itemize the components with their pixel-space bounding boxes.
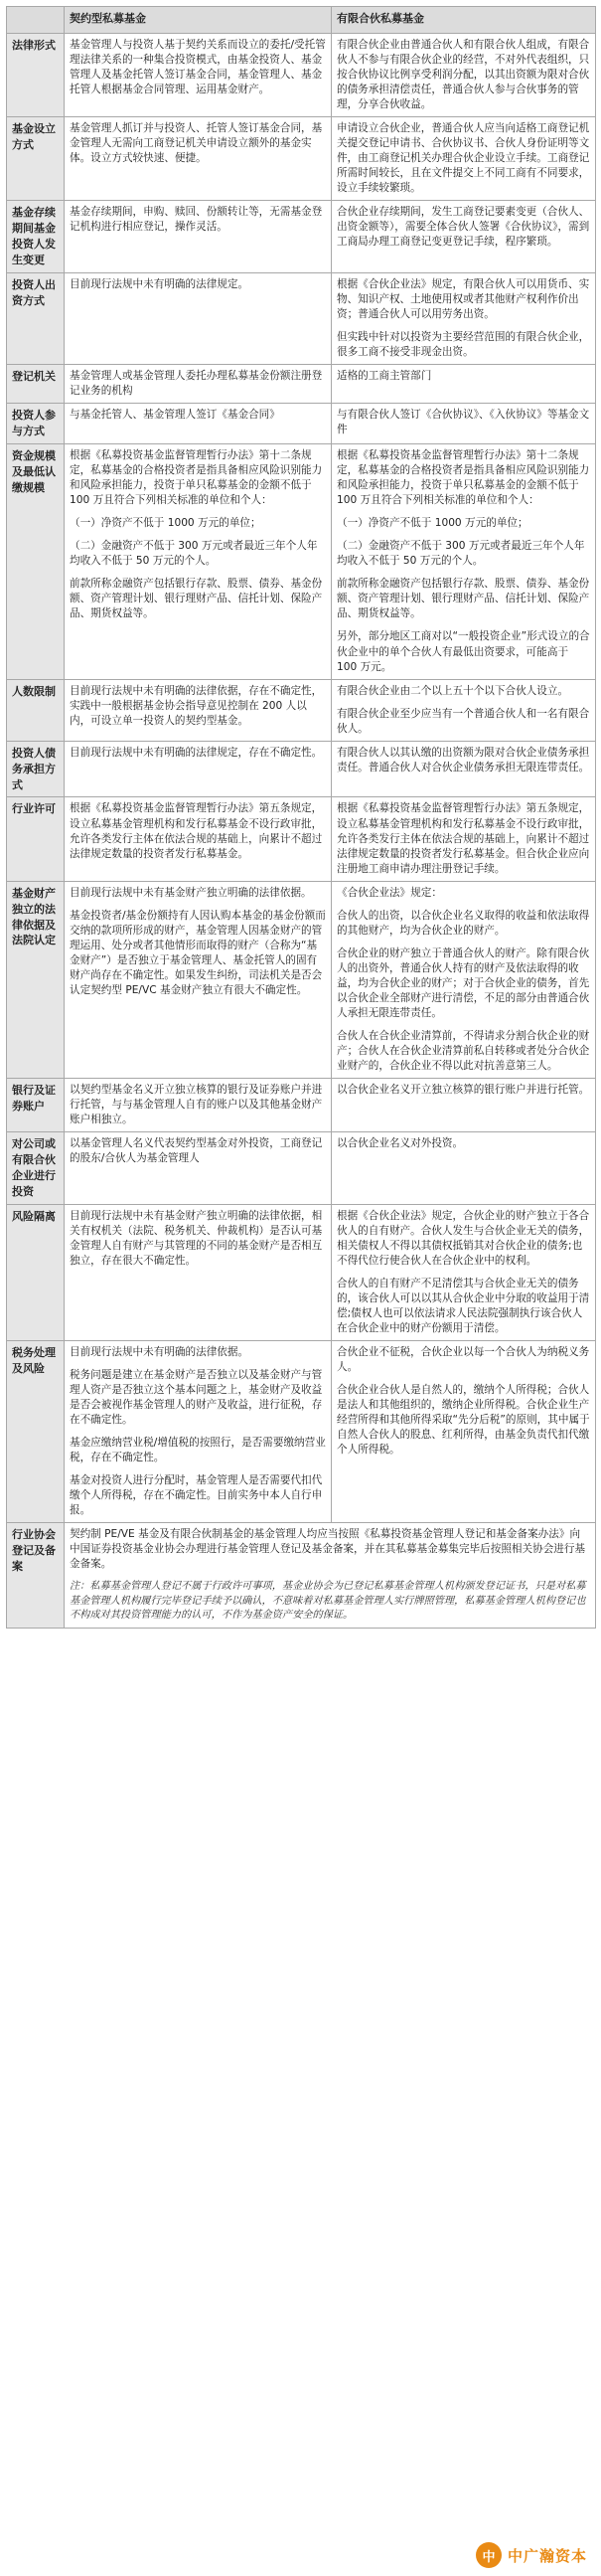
comparison-table bbox=[6, 6, 596, 1629]
table-row-participation bbox=[7, 404, 596, 444]
cell-paragraph: 与基金托管人、基金管理人签订《基金合同》 bbox=[70, 409, 280, 422]
partnership-fund-cell bbox=[332, 1132, 596, 1205]
partnership-fund-cell bbox=[332, 117, 596, 201]
cell-paragraph: 与有限合伙人签订《合伙协议》、《入伙协议》等基金文件 bbox=[337, 409, 590, 436]
partnership-fund-cell bbox=[332, 741, 596, 797]
partnership-fund-cell bbox=[332, 679, 596, 741]
cell-paragraph: 有限合伙企业由二个以上五十个以下合伙人设立。 bbox=[337, 684, 569, 697]
cell-paragraph: 根据《私募投资基金监督管理暂行办法》第十二条规定，私募基金的合格投资者是指具备相应风险识别能力和风险承担能力，投资于单只私募基金的金额不低于 100 万且符合下列相关标准的单位和个人： bbox=[70, 449, 323, 507]
header-row bbox=[7, 7, 596, 34]
contract-fund-cell bbox=[65, 404, 332, 444]
cell-paragraph: 有限合伙企业由普通合伙人和有限合伙人组成，有限合伙人不参与有限合伙企业的经营，不对外代表组织，只按合伙协议比例享受利润分配，以其出资额为限对合伙的债务承担清偿责任，普通合伙人参与合伙事务的管理，分享合伙收益。 bbox=[337, 39, 590, 111]
partnership-fund-cell bbox=[332, 34, 596, 117]
partnership-fund-cell bbox=[332, 404, 596, 444]
row-label: 基金设立方式 bbox=[7, 117, 65, 201]
table-row-registry bbox=[7, 365, 596, 404]
cell-paragraph: 申请设立合伙企业，普通合伙人应当向适格工商登记机关提交登记申请书、合伙协议书、合伙人身份证明等文件，由工商登记机关办理合伙企业设立手续。工商登记所需时间较长，且在文件提交上不同工商有不同要求，设立手续较繁琐。 bbox=[337, 122, 590, 195]
cell-paragraph: 基金存续期间，申购、赎回、份额转让等，无需基金登记机构进行相应登记，操作灵活。 bbox=[70, 206, 323, 234]
cell-paragraph: 基金对投资人进行分配时，基金管理人是否需要代扣代缴个人所得税，存在不确定性。目前实务中本人自行申报。 bbox=[70, 1474, 323, 1517]
merged-cell bbox=[65, 1523, 596, 1629]
table-row-capital-form bbox=[7, 273, 596, 365]
cell-paragraph: 基金管理人与投资人基于契约关系而设立的委托/受托管理法律关系的一种集合投资模式，由基金投资人、基金管理人及基金托管人签订基金合同，基金管理人、基金托管人根据基金合同管理、运用基金财产。 bbox=[70, 39, 326, 96]
row-label: 行业许可 bbox=[7, 797, 65, 881]
partnership-fund-cell bbox=[332, 444, 596, 679]
cell-paragraph: 目前现行法规中未有明确的法律依据，存在不确定性，实践中一般根据基金协会指导意见控制在 200 人以内，可设立单一投资人的契约型基金。 bbox=[70, 684, 323, 727]
table-row-external bbox=[7, 1132, 596, 1205]
row-label: 资金规模及最低认缴规模 bbox=[7, 444, 65, 679]
table-row-assets bbox=[7, 881, 596, 1078]
row-label: 法律形式 bbox=[7, 34, 65, 117]
table-row-liability bbox=[7, 741, 596, 797]
cell-paragraph: 根据《私募投资基金监督管理暂行办法》第五条规定，设立私募基金管理机构和发行私募基金不设行政审批，允许各类发行主体在依法合规的基础上，向累计不超过法律规定数量的投资者发行私募基金。 bbox=[70, 802, 323, 860]
cell-paragraph: 以合伙企业名义对外投资。 bbox=[337, 1137, 464, 1150]
cell-paragraph: 但实践中针对以投资为主要经营范围的有限合伙企业，很多工商不接受非现金出资。 bbox=[337, 331, 590, 359]
table-row-bank-account bbox=[7, 1078, 596, 1131]
header-empty bbox=[7, 7, 65, 34]
contract-fund-cell bbox=[65, 365, 332, 404]
cell-paragraph: 目前现行法规中未有基金财产独立明确的法律依据。 bbox=[70, 886, 312, 899]
brand-mark-icon: 中 bbox=[476, 2542, 502, 2568]
cell-paragraph: （二）金融资产不低于 300 万元或者最近三年个人年均收入不低于 50 万元的个人。 bbox=[337, 540, 585, 568]
cell-paragraph: 目前现行法规中未有基金财产独立明确的法律依据，相关有权机关（法院、税务机关、仲裁机构）是否认可基金管理人自有财产与其管理的不同的基金财产是否相互独立，存在很大不确定性。 bbox=[70, 1209, 323, 1267]
brand-name: 中广瀚资本 bbox=[507, 2546, 587, 2565]
contract-fund-cell bbox=[65, 34, 332, 117]
cell-paragraph: 以基金管理人名义代表契约型基金对外投资，工商登记的股东/合伙人为基金管理人 bbox=[70, 1137, 323, 1165]
cell-paragraph: 合伙人在合伙企业清算前，不得请求分割合伙企业的财产；合伙人在合伙企业清算前私自转移或者处分合伙企业财产的，合伙企业不得以此对抗善意第三人。 bbox=[337, 1029, 590, 1072]
contract-fund-cell bbox=[65, 201, 332, 273]
contract-fund-cell bbox=[65, 273, 332, 365]
row-label: 投资人出资方式 bbox=[7, 273, 65, 365]
row-label: 行业协会登记及备案 bbox=[7, 1523, 65, 1629]
cell-paragraph: 目前现行法规中未有明确的法律规定，存在不确定性。 bbox=[70, 746, 323, 759]
partnership-fund-cell bbox=[332, 201, 596, 273]
cell-paragraph: 合伙企业的财产独立于普通合伙人的财产。除有限合伙人的出资外，普通合伙人持有的财产及依法取得的收益，均为合伙企业的财产；对于合伙企业的债务，首先以合伙企业全部财产进行清偿，不足的部分由普通合伙人承担无限连带责任。 bbox=[337, 946, 590, 1019]
row-label: 基金财产独立的法律依据及法院认定 bbox=[7, 881, 65, 1078]
table-body bbox=[7, 34, 596, 1629]
table-row-duration bbox=[7, 201, 596, 273]
row-label: 对公司或有限合伙企业进行投资 bbox=[7, 1132, 65, 1205]
partnership-fund-cell bbox=[332, 881, 596, 1078]
row-label: 投资人参与方式 bbox=[7, 404, 65, 444]
partnership-fund-cell bbox=[332, 273, 596, 365]
table-row-qualified bbox=[7, 444, 596, 679]
registration-note: 注：私募基金管理人登记不属于行政许可事项，基金业协会为已登记私募基金管理人机构颁发登记证书，只是对私募基金管理人机构履行完毕登记手续予以确认，不意味着对私募基金管理人实行牌照管理，私募基金管理人机构登记也不构成对其投资管理能力的认可，不作为基金资产安全的保证。 bbox=[70, 1581, 586, 1622]
cell-paragraph: 前款所称金融资产包括银行存款、股票、债券、基金份额、资产管理计划、银行理财产品、信托计划、保险产品、期货权益等。 bbox=[70, 578, 323, 620]
header-contract-fund: 契约型私募基金 bbox=[65, 7, 332, 34]
cell-paragraph: 根据《私募投资基金监督管理暂行办法》第十二条规定，私募基金的合格投资者是指具备相应风险识别能力和风险承担能力，投资于单只私募基金的金额不低于 100 万且符合下列相关标准的单位和个人： bbox=[337, 449, 590, 507]
cell-paragraph: 适格的工商主管部门 bbox=[337, 370, 432, 383]
table-row-tax bbox=[7, 1341, 596, 1523]
table-row-license bbox=[7, 797, 596, 881]
contract-fund-cell bbox=[65, 679, 332, 741]
partnership-fund-cell bbox=[332, 1204, 596, 1340]
partnership-fund-cell bbox=[332, 797, 596, 881]
cell-paragraph: （二）金融资产不低于 300 万元或者最近三年个人年均收入不低于 50 万元的个人。 bbox=[70, 540, 318, 568]
row-label: 基金存续期间基金投资人发生变更 bbox=[7, 201, 65, 273]
row-label: 银行及证券账户 bbox=[7, 1078, 65, 1131]
cell-paragraph: 合伙人的出资，以合伙企业名义取得的收益和依法取得的其他财产，均为合伙企业的财产。 bbox=[337, 909, 590, 937]
registration-text: 契约制 PE/VE 基金及有限合伙制基金的基金管理人均应当按照《私募投资基金管理人登记和基金备案办法》向中国证券投资基金业协会办理进行基金管理人登记及基金备案，并在其私募基金募集完毕后按照相关协会进行基金备案。 bbox=[70, 1528, 586, 1571]
cell-paragraph: 有限合伙人以其认缴的出资额为限对合伙企业债务承担责任。普通合伙人对合伙企业债务承担无限连带责任。 bbox=[337, 746, 590, 773]
table-row-headcount bbox=[7, 679, 596, 741]
cell-paragraph: 目前现行法规中未有明确的法律规定。 bbox=[70, 278, 249, 291]
cell-paragraph: 以合伙企业名义开立独立核算的银行账户并进行托管。 bbox=[337, 1083, 590, 1096]
cell-paragraph: 基金应缴纳营业税/增值税的按照行，是否需要缴纳营业税，存在不确定性。 bbox=[70, 1437, 326, 1464]
cell-paragraph: 以契约型基金名义开立独立核算的银行及证券账户并进行托管，与与基金管理人自有的账户以及其他基金财产账户相独立。 bbox=[70, 1083, 323, 1126]
row-label: 投资人债务承担方式 bbox=[7, 741, 65, 797]
contract-fund-cell bbox=[65, 741, 332, 797]
cell-paragraph: 基金管理人抓订并与投资人、托管人签订基金合同，基金管理人无需向工商登记机关申请设立额外的基金实体。设立方式较快速、便捷。 bbox=[70, 122, 323, 165]
contract-fund-cell bbox=[65, 1204, 332, 1340]
cell-paragraph: 《合伙企业法》规定： bbox=[337, 886, 442, 899]
cell-paragraph: 合伙企业合伙人是自然人的，缴纳个人所得税；合伙人是法人和其他组织的，缴纳企业所得税。合伙企业生产经营所得和其他所得采取“先分后税”的原则，其中属于自然人合伙人的股息、红利所得，由基金负责代扣代缴个人所得税。 bbox=[337, 1384, 590, 1457]
cell-paragraph: 另外，部分地区工商对以“一般投资企业”形式设立的合伙企业中的单个合伙人有最低出资要求，可能高于 100 万元。 bbox=[337, 630, 590, 673]
contract-fund-cell bbox=[65, 881, 332, 1078]
cell-paragraph: 合伙企业存续期间，发生工商登记要素变更（合伙人、出资金额等），需要全体合伙人签署《合伙协议》，需到工商局办理工商登记变更登记手续，程序繁琐。 bbox=[337, 206, 590, 249]
partnership-fund-cell bbox=[332, 365, 596, 404]
partnership-fund-cell bbox=[332, 1341, 596, 1523]
partnership-fund-cell bbox=[332, 1078, 596, 1131]
cell-paragraph: 基金管理人或基金管理人委托办理私募基金份额注册登记业务的机构 bbox=[70, 370, 323, 398]
cell-paragraph: 合伙企业不征税，合伙企业以每一个合伙人为纳税义务人。 bbox=[337, 1346, 590, 1374]
table-row-legal-form bbox=[7, 34, 596, 117]
contract-fund-cell bbox=[65, 117, 332, 201]
table-row-setup bbox=[7, 117, 596, 201]
cell-paragraph: 目前现行法规中未有明确的法律依据。 bbox=[70, 1346, 249, 1359]
row-label: 风险隔离 bbox=[7, 1204, 65, 1340]
cell-paragraph: 合伙人的自有财产不足清偿其与合伙企业无关的债务的，该合伙人可以以其从合伙企业中分取的收益用于清偿;债权人也可以依法请求人民法院强制执行该合伙人在合伙企业中的财产份额用于清偿。 bbox=[337, 1277, 590, 1335]
brand-logo bbox=[472, 2540, 591, 2570]
contract-fund-cell bbox=[65, 1078, 332, 1131]
cell-paragraph: （一）净资产不低于 1000 万元的单位； bbox=[337, 517, 528, 530]
contract-fund-cell bbox=[65, 444, 332, 679]
cell-paragraph: 税务问题是建立在基金财产是否独立以及基金财产与管理人资产是否独立这个基本问题之上，基金财产及收益是否会被视作基金管理人的财产及收益，进行征税，存在不确定性。 bbox=[70, 1369, 323, 1427]
header-partnership-fund: 有限合伙私募基金 bbox=[332, 7, 596, 34]
cell-paragraph: 根据《私募投资基金监督管理暂行办法》第五条规定，设立私募基金管理机构和发行私募基金不设行政审批，允许各类发行主体在依法合规的基础上，向累计不超过法律规定数量的投资者发行私募基金。但合伙企业应向注册地工商申请办理注册登记手续。 bbox=[337, 802, 590, 875]
contract-fund-cell bbox=[65, 1132, 332, 1205]
row-label: 登记机关 bbox=[7, 365, 65, 404]
cell-paragraph: 根据《合伙企业法》规定，合伙企业的财产独立于各合伙人的自有财产。合伙人发生与合伙企业无关的债务，相关债权人不得以其债权抵销其对合伙企业的债务;也不得代位行使合伙人在合伙企业中的权利。 bbox=[337, 1209, 590, 1267]
cell-paragraph: （一）净资产不低于 1000 万元的单位； bbox=[70, 517, 261, 530]
table-row-association-registration bbox=[7, 1523, 596, 1629]
row-label: 人数限制 bbox=[7, 679, 65, 741]
table-row-risk bbox=[7, 1204, 596, 1340]
cell-paragraph: 根据《合伙企业法》规定，有限合伙人可以用货币、实物、知识产权、土地使用权或者其他财产权利作价出资；普通合伙人可以用劳务出资。 bbox=[337, 278, 590, 321]
contract-fund-cell bbox=[65, 797, 332, 881]
cell-paragraph: 基金投资者/基金份额持有人因认购本基金的基金份额而交纳的款项所形成的财产，基金管理人因基金财产的管理运用、处分或者其他情形而取得的财产（合称为“基金财产”）是否独立于基金管理人、基金托管人的固有财产尚存在不确定性。如果发生纠纷，司法机关是否会认定契约型 PE/VC 基金财产独立有很大不确定性。 bbox=[70, 909, 326, 996]
contract-fund-cell bbox=[65, 1341, 332, 1523]
cell-paragraph: 前款所称金融资产包括银行存款、股票、债券、基金份额、资产管理计划、银行理财产品、信托计划、保险产品、期货权益等。 bbox=[337, 578, 590, 620]
row-label: 税务处理及风险 bbox=[7, 1341, 65, 1523]
cell-paragraph: 有限合伙企业至少应当有一个普通合伙人和一名有限合伙人。 bbox=[337, 707, 590, 735]
